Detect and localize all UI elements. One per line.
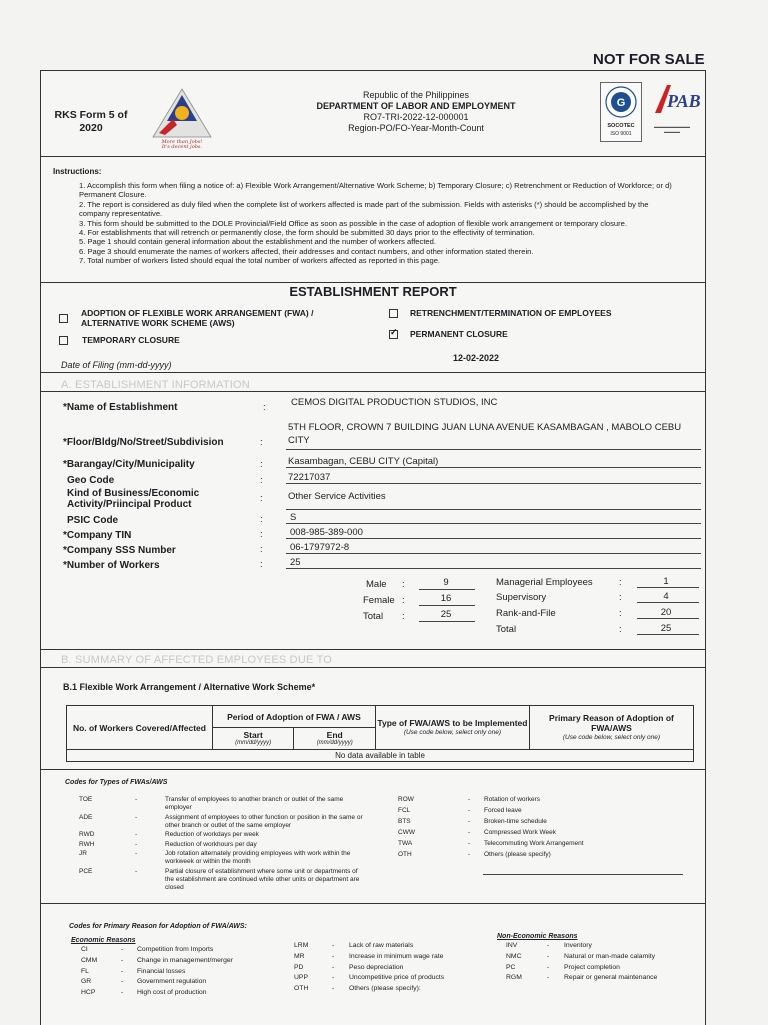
code-dash: - (135, 831, 138, 838)
code-description: Broken-time schedule (484, 818, 547, 825)
code-abbrev: RWD (79, 831, 95, 838)
code-description: Compressed Work Week (484, 829, 557, 836)
form-sheet (40, 70, 706, 1025)
tin-value: 008-985-389-000 (290, 527, 363, 538)
code-abbrev: CI (81, 946, 88, 953)
code-dash: - (332, 942, 335, 949)
barangay-value: Kasambagan, CEBU CITY (Capital) (288, 456, 439, 467)
code-description: Rotation of workers (484, 796, 540, 803)
colon: : (260, 514, 263, 525)
workers-value: 25 (290, 557, 301, 568)
code-description: Competition from Imports (137, 946, 214, 953)
instruction-6: 6. Page 3 should enumerate the names of workers affected, their addresses and contact numbers, and other information stated therein. (79, 246, 534, 256)
permanent-closure-label: PERMANENT CLOSURE (410, 329, 508, 339)
colon: : (260, 544, 263, 555)
code-description: Transfer of employees to another branch or outlet of the same employer (165, 796, 344, 811)
code-abbrev: NMC (506, 952, 522, 960)
svg-text:It's decent jobs.: It's decent jobs. (161, 144, 203, 150)
business-kind-value: Other Service Activities (288, 491, 386, 502)
economic-reasons-title: Economic Reasons (71, 937, 136, 944)
colon: : (260, 475, 263, 486)
category-total-value: 25 (660, 623, 672, 634)
supervisory-label: Supervisory (496, 592, 547, 603)
code-description: Telecommuting Work Arrangement (484, 840, 584, 847)
pab-badge: PAB ▬▬▬▬▬▬▬▬▬ ▬▬▬▬ (647, 79, 697, 133)
code-abbrev: CMM (81, 956, 98, 964)
temp-closure-checkbox[interactable] (59, 336, 68, 345)
code-description: Financial losses (137, 967, 186, 975)
filing-date-value: 12-02-2022 (453, 353, 500, 363)
code-description: Increase in minimum wage rate (349, 952, 444, 960)
code-dash: - (547, 974, 550, 982)
fwa-table (66, 705, 694, 762)
socotec-seal-icon (605, 86, 637, 118)
option-temp-closure[interactable] (59, 335, 180, 345)
socotec-label: SOCOTEC (607, 123, 635, 129)
report-title: ESTABLISHMENT REPORT (289, 284, 457, 299)
colon: : (402, 579, 405, 590)
code-dash: - (135, 840, 138, 848)
code-description: Reduction of workhours per day (165, 840, 257, 848)
code-abbrev: ROW (398, 796, 414, 803)
code-dash: - (332, 974, 335, 982)
code-abbrev: LRM (294, 942, 309, 949)
codes-types-title: Codes for Types of FWAs/AWS (65, 779, 168, 786)
colon: : (619, 624, 622, 635)
svg-text:G: G (616, 97, 626, 109)
svg-text:More than Jobs!: More than Jobs! (161, 139, 203, 145)
code-description: Change in management/merger (137, 956, 233, 964)
rank-file-label: Rank-and-File (496, 608, 556, 619)
category-total-label: Total (496, 624, 517, 635)
svg-text:PAB: PAB (667, 91, 701, 111)
option-retrenchment[interactable] (389, 308, 612, 318)
codes-reasons-title: Codes for Primary Reason for Adoption of FWA/AWS: (69, 923, 247, 930)
b1-title: B.1 Flexible Work Arrangement / Alternative Work Scheme* (63, 682, 316, 692)
instruction-4: 4. For establishments that will retrench or permanently close, the form should be submitted 30 days prior to the effectivity of termination. (79, 228, 535, 238)
establishment-name: CEMOS DIGITAL PRODUCTION STUDIOS, INC (291, 397, 498, 408)
col-workers-header: No. of Workers Covered/Affected (67, 706, 213, 750)
barangay-label: *Barangay/City/Municipality (63, 459, 195, 470)
psic-value: S (290, 512, 297, 523)
option-fwa[interactable] (59, 308, 369, 328)
code-description: Partial closure of establishment where some unit or departments of the establishment are continued while other units or department are closed (165, 867, 360, 891)
workers-label: *Number of Workers (63, 560, 160, 571)
reference-number: RO7-TRI-2022-12-000001 (363, 112, 469, 122)
republic-text: Republic of the Philippines (362, 90, 470, 100)
code-abbrev: GR (81, 978, 92, 986)
colon: : (402, 611, 405, 622)
code-dash: - (135, 867, 138, 875)
code-dash: - (468, 818, 471, 825)
code-abbrev: PCE (79, 867, 93, 875)
code-abbrev: CWW (398, 829, 415, 836)
code-abbrev: UPP (294, 974, 308, 982)
non-economic-reasons-title: Non-Economic Reasons (497, 933, 578, 940)
retrenchment-label: RETRENCHMENT/TERMINATION OF EMPLOYEES (410, 308, 612, 318)
code-description: Peso depreciation (349, 963, 404, 971)
code-dash: - (135, 796, 138, 803)
sss-label: *Company SSS Number (63, 545, 176, 556)
colon: : (260, 529, 263, 540)
code-dash: - (468, 851, 471, 858)
instruction-1: 1. Accomplish this form when filing a notice of: a) Flexible Work Arrangement/Alternative Work Scheme; b) Temporary Closure; c) Retrenchment or Reduction of Workforce; or d) Permanent Closure. (79, 181, 672, 200)
code-dash: - (547, 942, 550, 949)
address-line-2: CITY (288, 435, 310, 446)
code-abbrev: BTS (398, 818, 411, 825)
code-abbrev: ADE (79, 813, 93, 821)
sss-value: 06-1797972-8 (290, 542, 350, 553)
colon: : (402, 595, 405, 606)
code-dash: - (121, 956, 124, 964)
code-abbrev: FL (81, 967, 89, 975)
socotec-badge (600, 82, 642, 142)
dole-logo-icon (147, 85, 217, 149)
rank-file-value: 20 (660, 607, 672, 618)
permanent-closure-checkbox[interactable] (389, 330, 398, 339)
code-description: Job rotation alternately providing employees with work within the workweek or within the month (165, 850, 351, 865)
code-dash: - (121, 967, 124, 975)
code-dash: - (332, 952, 335, 960)
instructions-list (79, 181, 675, 266)
temp-closure-label: TEMPORARY CLOSURE (82, 335, 180, 345)
agency-header (281, 90, 551, 134)
code-dash: - (468, 796, 471, 803)
instructions-title: Instructions: (53, 167, 102, 176)
not-for-sale-stamp: NOT FOR SALE (593, 51, 705, 68)
reference-format: Region-PO/FO-Year-Month-Count (348, 123, 484, 133)
retrenchment-checkbox[interactable] (389, 309, 398, 318)
colon: : (260, 559, 263, 570)
total-label: Total (363, 611, 384, 622)
colon: : (263, 402, 266, 413)
no-data-row: No data available in table (67, 750, 694, 762)
code-dash: - (332, 985, 335, 993)
male-label: Male (366, 579, 387, 590)
col-period-header: Period of Adoption of FWA / AWS (212, 706, 375, 728)
instruction-3: 3. This form should be submitted to the DOLE Provincial/Field Office as soon as possible in the case of adoption of flexible work arrangement or temporary closure. (79, 218, 628, 228)
psic-label: PSIC Code (67, 515, 119, 526)
instruction-7: 7. Total number of workers listed should equal the total number of workers affected as reported in this page. (79, 256, 441, 266)
code-abbrev: TOE (79, 796, 93, 803)
managerial-value: 1 (663, 576, 669, 587)
code-dash: - (547, 952, 550, 960)
instruction-5: 5. Page 1 should contain general information about the establishment and the number of workers affected. (79, 237, 436, 247)
managerial-label: Managerial Employees (496, 577, 593, 588)
code-description: Reduction of workdays per week (165, 831, 259, 838)
address-label: *Floor/Bldg/No/Street/Subdivision (63, 437, 224, 448)
code-description: Uncompetitive price of products (349, 974, 445, 982)
geo-code-label: Geo Code (67, 475, 115, 486)
code-description: Others (please specify): (349, 985, 421, 993)
iso-label: ISO 9001 (610, 131, 632, 137)
female-value: 16 (440, 593, 452, 604)
code-abbrev: PC (506, 963, 516, 971)
code-dash: - (468, 807, 471, 814)
col-type-header: Type of FWA/AWS to be Implemented (Use code below, select only one) (375, 706, 529, 750)
code-description: Forced leave (484, 807, 522, 814)
tin-label: *Company TIN (63, 530, 132, 541)
code-abbrev: MR (294, 952, 305, 960)
colon: : (260, 437, 263, 448)
form-code: RKS Form 5 of 2020 (54, 109, 128, 134)
colon: : (619, 577, 622, 588)
code-dash: - (121, 946, 124, 953)
code-abbrev: FCL (398, 807, 411, 814)
male-value: 9 (443, 577, 449, 588)
code-dash: - (135, 850, 138, 857)
code-description: Project completion (564, 963, 620, 971)
code-abbrev: INV (506, 942, 518, 949)
code-description: Government regulation (137, 978, 207, 986)
colon: : (260, 493, 263, 504)
option-permanent-closure[interactable] (389, 329, 508, 339)
supervisory-value: 4 (663, 591, 669, 602)
filing-date-label: Date of Filing (mm-dd-yyyy) (61, 360, 172, 370)
name-label: *Name of Establishment (63, 402, 178, 413)
colon: : (619, 592, 622, 603)
code-dash: - (121, 989, 124, 997)
total-value: 25 (440, 609, 452, 620)
colon: : (619, 608, 622, 619)
female-label: Female (363, 595, 395, 606)
code-dash: - (135, 813, 138, 821)
code-description: Lack of raw materials (349, 942, 414, 949)
code-dash: - (468, 840, 471, 847)
code-abbrev: PD (294, 963, 304, 971)
code-abbrev: HCP (81, 989, 96, 997)
code-abbrev: RWH (79, 840, 95, 848)
pab-logo-icon (647, 79, 701, 119)
code-description: Repair or general maintenance (564, 974, 658, 982)
code-abbrev: OTH (398, 851, 412, 858)
code-dash: - (468, 829, 471, 836)
code-abbrev: TWA (398, 840, 413, 847)
business-kind-label: Kind of Business/Economic Activity/Priincipal Product (67, 488, 200, 510)
fwa-label: ADOPTION OF FLEXIBLE WORK ARRANGEMENT (FWA) / ALTERNATIVE WORK SCHEME (AWS) (81, 308, 314, 328)
fwa-checkbox[interactable] (59, 314, 68, 323)
section-b-title: B. SUMMARY OF AFFECTED EMPLOYEES DUE TO (61, 654, 333, 666)
code-dash: - (547, 963, 550, 971)
col-start-header: Start (mm/dd/yyyy) (212, 728, 294, 750)
code-dash: - (121, 978, 124, 986)
code-abbrev: JR (79, 850, 87, 857)
code-abbrev: RGM (506, 974, 522, 982)
colon: : (260, 459, 263, 470)
code-description: Natural or man-made calamity (564, 952, 656, 960)
code-description: Inventory (564, 942, 592, 949)
department-name: DEPARTMENT OF LABOR AND EMPLOYMENT (316, 101, 516, 111)
geo-code-value: 72217037 (288, 472, 331, 483)
instruction-2: 2. The report is considered as duly filed when the complete list of workers affected is made part of the submission. Fields with asterisks (*) should be accomplished by the company representative. (79, 199, 649, 219)
code-description: Assignment of employees to other function or position in the same or other branch or outlet of the same employer (165, 813, 363, 829)
code-description: Others (please specify) (484, 851, 551, 858)
col-reason-header: Primary Reason of Adoption of FWA/AWS (Use code below, select only one) (529, 706, 693, 750)
address-line-1: 5TH FLOOR, CROWN 7 BUILDING JUAN LUNA AVENUE KASAMBAGAN , MABOLO CEBU (288, 422, 682, 433)
code-dash: - (332, 963, 335, 971)
code-description: High cost of production (137, 989, 207, 997)
code-abbrev: OTH (294, 985, 309, 993)
section-a-title: A. ESTABLISHMENT INFORMATION (61, 379, 250, 391)
col-end-header: End (mm/dd/yyyy) (294, 728, 376, 750)
